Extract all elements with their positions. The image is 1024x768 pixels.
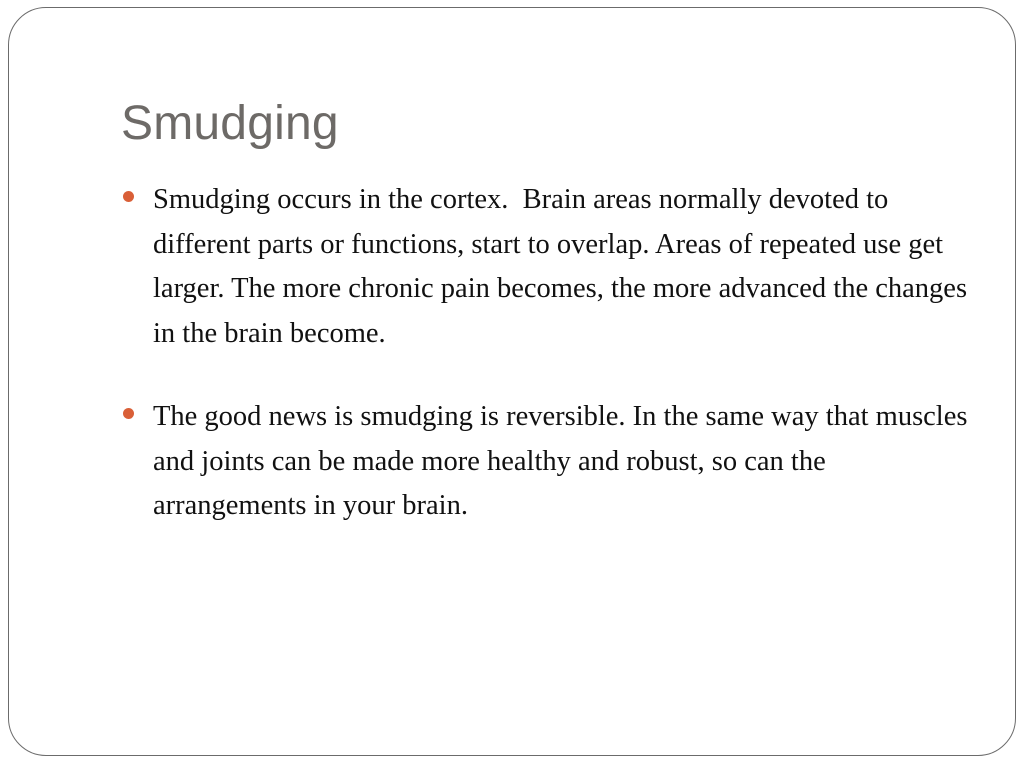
bullet-text: Smudging occurs in the cortex. Brain areas normally devoted to different parts or functions, start to overlap. Areas of repeated use get larger. The more chronic pain becomes, the more advanced the changes in the brain become. xyxy=(153,184,975,349)
bullet-item xyxy=(153,178,983,356)
bullet-dot-icon xyxy=(123,408,134,419)
slide-frame xyxy=(8,7,1016,756)
slide-title: Smudging xyxy=(121,97,339,150)
bullet-text: The good news is smudging is reversible. In the same way that muscles and joints can be made more healthy and robust, so can the arrangements in your brain. xyxy=(153,401,975,521)
bullet-item xyxy=(153,395,983,529)
bullet-dot-icon xyxy=(123,191,134,202)
bullet-list xyxy=(153,178,983,568)
